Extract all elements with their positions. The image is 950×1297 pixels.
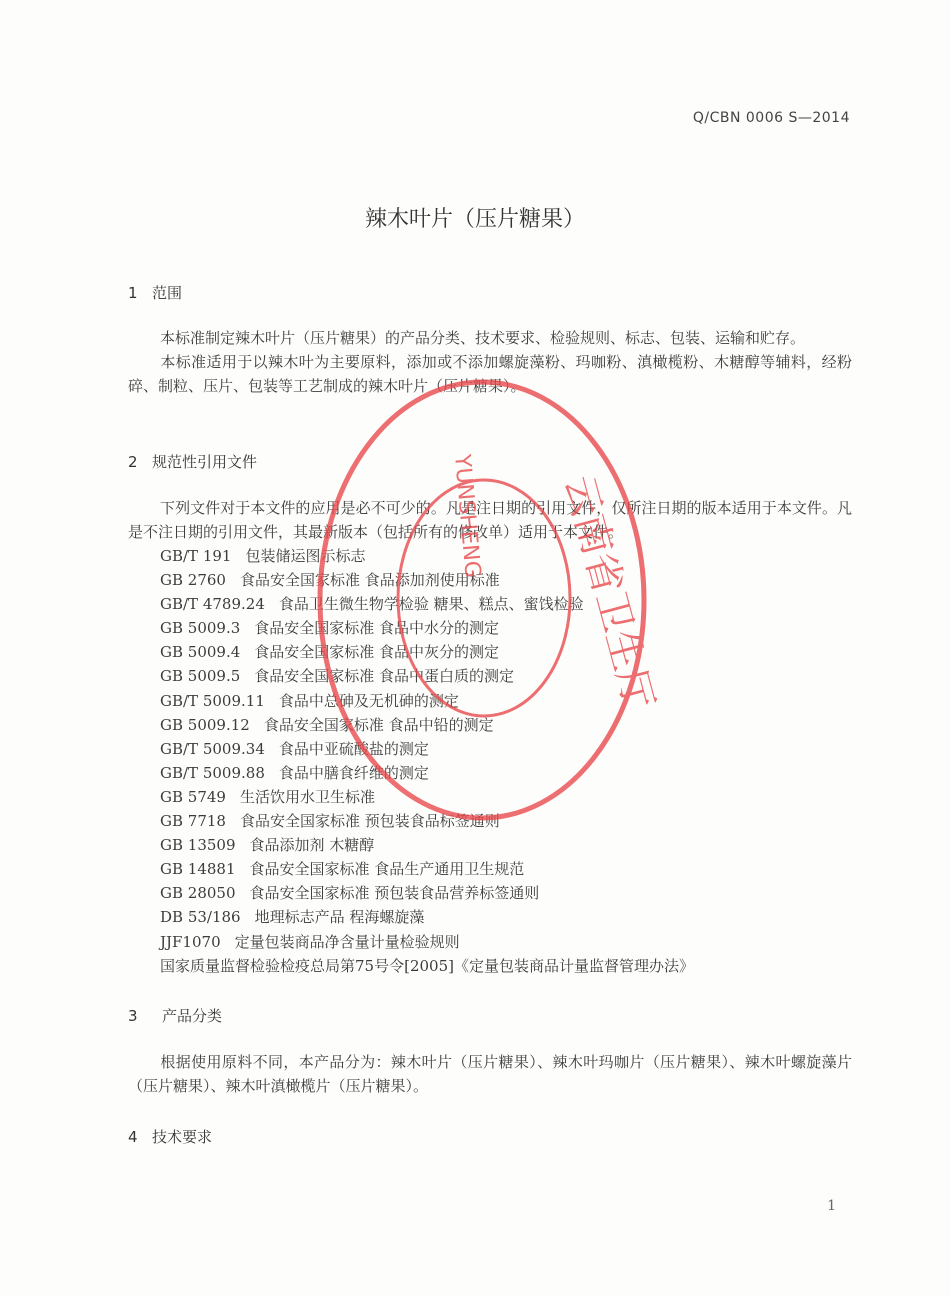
section-title: 产品分类 [162, 1007, 223, 1025]
section-heading-1 [128, 282, 182, 303]
reference-item: GB 5009.4 食品安全国家标准 食品中灰分的测定 [160, 643, 500, 662]
reference-item: DB 53/186 地理标志产品 程海螺旋藻 [160, 908, 425, 927]
section-title: 范围 [152, 284, 183, 302]
reference-item: GB/T 5009.88 食品中膳食纤维的测定 [160, 763, 429, 782]
scope-paragraph-1: 本标准制定辣木叶片（压片糖果）的产品分类、技术要求、检验规则、标志、包装、运输和贮存。 [160, 329, 806, 347]
reference-list [160, 544, 694, 978]
classification-paragraph: 根据使用原料不同，本产品分为：辣木叶片（压片糖果）、辣木叶玛咖片（压片糖果）、辣木叶螺旋藻片（压片糖果）、辣木叶滇橄榄片（压片糖果）。 [128, 1053, 852, 1095]
page-number: 1 [827, 1198, 836, 1214]
reference-item: GB 14881 食品安全国家标准 食品生产通用卫生规范 [160, 860, 525, 879]
reference-item: GB 5009.3 食品安全国家标准 食品中水分的测定 [160, 619, 500, 638]
section-number: 3 [128, 1007, 138, 1025]
section-heading-2 [128, 451, 257, 472]
seal-text-en: YUNSHENG [449, 453, 485, 579]
reference-item: GB 28050 食品安全国家标准 预包装食品营养标签通则 [160, 884, 540, 903]
reference-item: GB/T 191 包装储运图示标志 [160, 547, 366, 565]
section-title: 规范性引用文件 [152, 453, 258, 471]
reference-item: GB/T 5009.11 食品中总砷及无机砷的测定 [160, 691, 459, 710]
scope-paragraph-2: 本标准适用于以辣木叶为主要原料，添加或不添加螺旋藻粉、玛咖粉、滇橄榄粉、木糖醇等辅料，经粉碎、制粒、压片、包装等工艺制成的辣木叶片（压片糖果）。 [128, 353, 852, 395]
reference-item: GB 7718 食品安全国家标准 预包装食品标签通则 [160, 812, 500, 831]
section-number: 1 [128, 284, 138, 302]
reference-item: JJF1070 定量包装商品净含量计量检验规则 [160, 932, 460, 951]
section-heading-4 [128, 1126, 212, 1147]
reference-item: GB 2760 食品安全国家标准 食品添加剂使用标准 [160, 571, 500, 590]
document-id: Q/CBN 0006 S—2014 [692, 110, 850, 126]
reference-item: 国家质量监督检验检疫总局第75号令[2005]《定量包装商品计量监督管理办法》 [160, 956, 694, 975]
reference-item: GB 5009.12 食品安全国家标准 食品中铅的测定 [160, 715, 494, 734]
reference-item: GB 13509 食品添加剂 木糖醇 [160, 836, 375, 855]
section-heading-3 [128, 1005, 222, 1026]
reference-item: GB/T 5009.34 食品中亚硫酸盐的测定 [160, 739, 429, 758]
seal-text-cn: 云南省卫生厅 [555, 470, 662, 715]
references-intro: 下列文件对于本文件的应用是必不可少的。凡是注日期的引用文件，仅所注日期的版本适用于本文件。凡是不注日期的引用文件，其最新版本（包括所有的修改单）适用于本文件。 [128, 499, 852, 541]
section-number: 2 [128, 453, 138, 471]
reference-item: GB/T 4789.24 食品卫生微生物学检验 糖果、糕点、蜜饯检验 [160, 595, 584, 614]
section-title: 技术要求 [152, 1128, 213, 1146]
document-title: 辣木叶片（压片糖果） [364, 207, 585, 232]
reference-item: GB 5009.5 食品安全国家标准 食品中蛋白质的测定 [160, 667, 515, 686]
section-number: 4 [128, 1128, 138, 1146]
reference-item: GB 5749 生活饮用水卫生标准 [160, 787, 375, 806]
